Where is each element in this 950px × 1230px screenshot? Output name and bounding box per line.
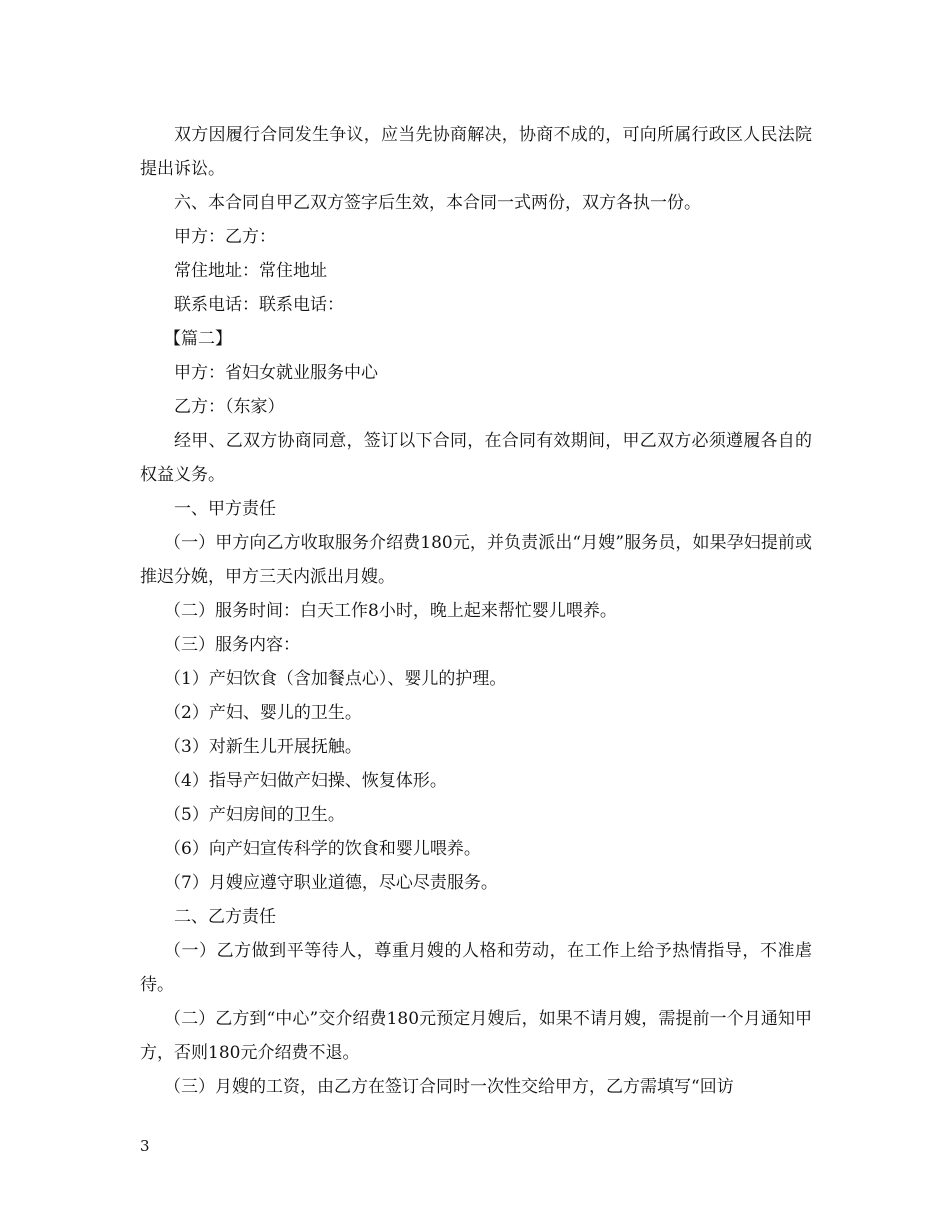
paragraph-effective: 六、本合同自甲乙双方签字后生效，本合同一式两份，双方各执一份。 bbox=[174, 193, 701, 213]
paragraph-agreement: 经甲、乙双方协商同意，签订以下合同，在合同有效期间，甲乙双方必须遵履各自的权益义务。 bbox=[140, 431, 812, 485]
clause-b-3: （三）月嫂的工资，由乙方在签订合同时一次性交给甲方，乙方需填写“回访 bbox=[164, 1077, 734, 1097]
paragraph-phone: 联系电话：联系电话： bbox=[174, 295, 344, 315]
heading-party-b-duties: 二、乙方责任 bbox=[174, 907, 276, 927]
clause-a-2: （二）服务时间：白天工作8小时，晚上起来帮忙婴儿喂养。 bbox=[164, 601, 617, 621]
paragraph-party-a: 甲方：省妇女就业服务中心 bbox=[174, 363, 378, 383]
section-heading-part-two: 【篇二】 bbox=[164, 329, 232, 349]
document-body bbox=[140, 118, 812, 1104]
paragraph-party-b: 乙方：（东家） bbox=[174, 397, 285, 417]
service-item-6: （6）向产妇宣传科学的饮食和婴儿喂养。 bbox=[164, 839, 481, 859]
clause-a-1: （一）甲方向乙方收取服务介绍费180元，并负责派出“月嫂”服务员，如果孕妇提前或推迟分娩，甲方三天内派出月嫂。 bbox=[140, 533, 812, 587]
paragraph-parties-signature: 甲方：乙方： bbox=[174, 227, 276, 247]
clause-b-1: （一）乙方做到平等待人，尊重月嫂的人格和劳动，在工作上给予热情指导，不准虐待。 bbox=[140, 941, 812, 995]
page-number: 3 bbox=[140, 1137, 150, 1155]
paragraph-address: 常住地址：常住地址 bbox=[174, 261, 327, 281]
service-item-7: （7）月嫂应遵守职业道德，尽心尽责服务。 bbox=[164, 873, 498, 893]
service-item-3: （3）对新生儿开展抚触。 bbox=[164, 737, 362, 757]
clause-b-2: （二）乙方到“中心”交介绍费180元预定月嫂后，如果不请月嫂，需提前一个月通知甲方，否则180元介绍费不退。 bbox=[140, 1009, 812, 1063]
paragraph-dispute: 双方因履行合同发生争议，应当先协商解决，协商不成的，可向所属行政区人民法院提出诉讼。 bbox=[140, 125, 812, 179]
service-item-4: （4）指导产妇做产妇操、恢复体形。 bbox=[164, 771, 447, 791]
service-item-5: （5）产妇房间的卫生。 bbox=[164, 805, 345, 825]
service-item-2: （2）产妇、婴儿的卫生。 bbox=[164, 703, 362, 723]
heading-party-a-duties: 一、甲方责任 bbox=[174, 499, 276, 519]
service-item-1: （1）产妇饮食（含加餐点心）、婴儿的护理。 bbox=[164, 669, 507, 689]
clause-a-3: （三）服务内容： bbox=[164, 635, 300, 655]
